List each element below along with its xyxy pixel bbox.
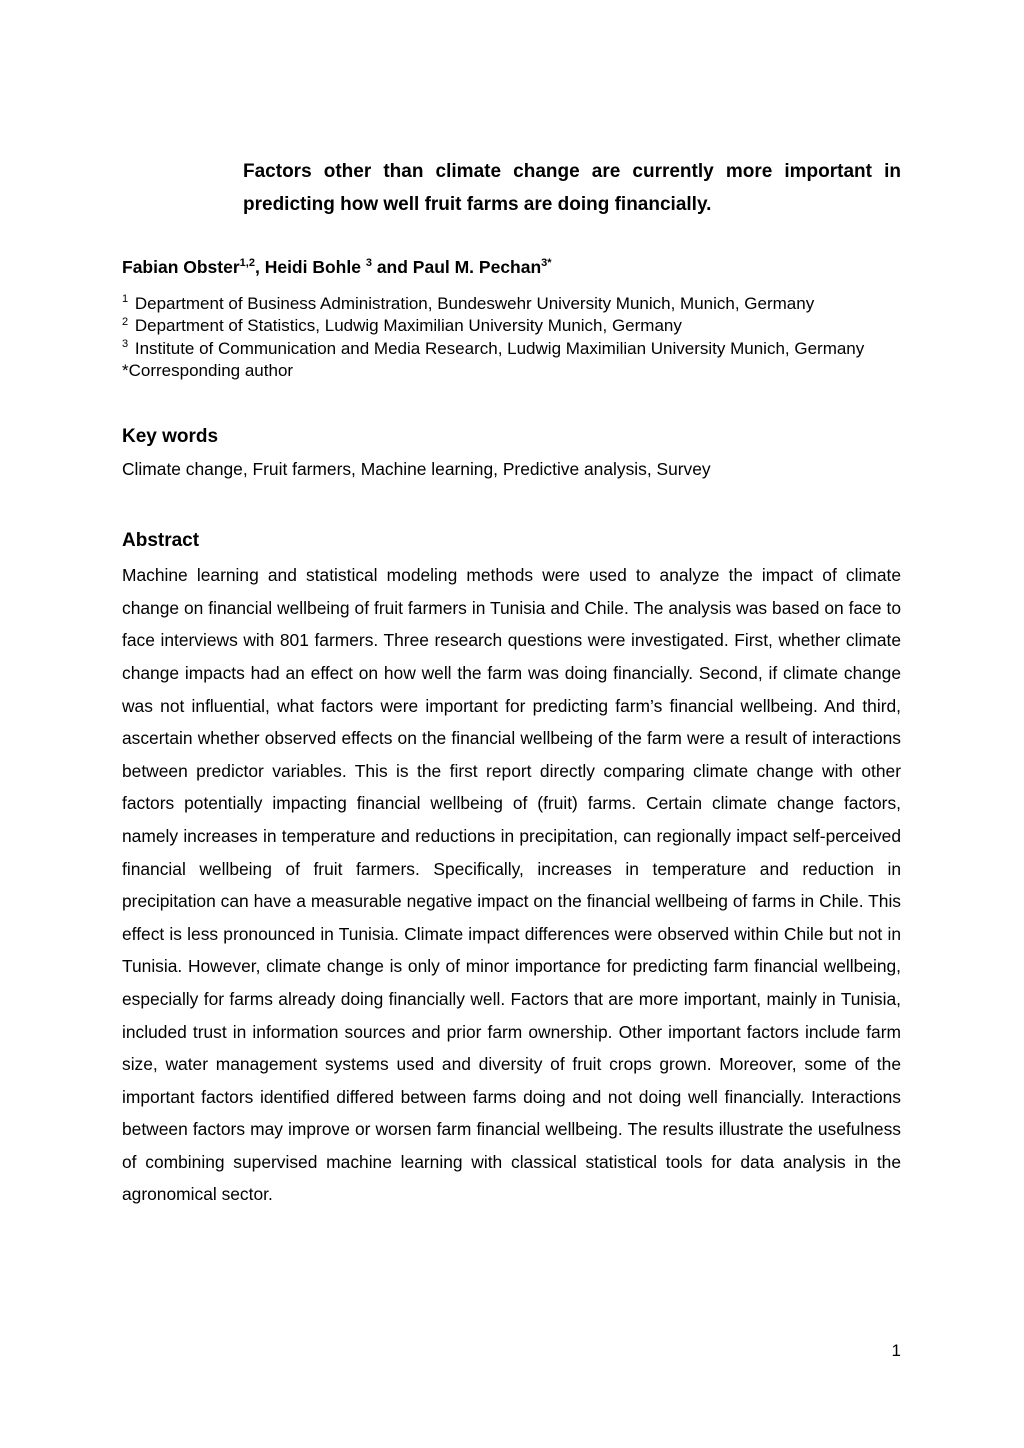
author-name: , Heidi Bohle <box>254 257 366 277</box>
author-affiliation-superscript: 3* <box>541 257 552 270</box>
abstract-text: Machine learning and statistical modeling methods were used to analyze the impact of climate change on financial wellbeing of fruit farmers in Tunisia and Chile. The analysis was based on face to face interviews with 801 farmers. Three research questions were investigated. First, whether climate change impacts had an effect on how well the farm was doing financially. Second, if climate change was not influential, what factors were important for predicting farm’s financial wellbeing. And third, ascertain whether observed effects on the financial wellbeing of the farm were a result of interactions between predictor variables. This is the first report directly comparing climate change with other factors potentially impacting financial wellbeing of (fruit) farms. Certain climate change factors, namely increases in temperature and reductions in precipitation, can regionally impact self-perceived financial wellbeing of fruit farmers. Specifically, increases in temperature and reduction in precipitation can have a measurable negative impact on the financial wellbeing of farms in Chile. This effect is less pronounced in Tunisia. Climate impact differences were observed within Chile but not in Tunisia. However, climate change is only of minor importance for predicting farm financial wellbeing, especially for farms already doing financially well. Factors that are more important, mainly in Tunisia, included trust in information sources and prior farm ownership. Other important factors include farm size, water management systems used and diversity of fruit crops grown. Moreover, some of the important factors identified differed between farms doing and not doing well financially. Interactions between factors may improve or worsen farm financial wellbeing. The results illustrate the usefulness of combining supervised machine learning with classical statistical tools for data analysis in the agronomical sector. <box>122 565 901 1205</box>
author-affiliation-superscript: 3 <box>365 257 372 270</box>
affiliation-number: 3 <box>122 337 129 350</box>
page-number: 1 <box>891 1341 901 1360</box>
affiliation-number: 1 <box>122 293 129 306</box>
title-line: predicting how well fruit farms are doing financially. <box>243 194 712 215</box>
page-title <box>243 155 901 221</box>
affiliation-line <box>122 338 901 360</box>
affiliation-number: 2 <box>122 315 129 328</box>
affiliation-text: *Corresponding author <box>122 360 294 380</box>
affiliation-text: Department of Statistics, Ludwig Maximilian University Munich, Germany <box>130 316 682 336</box>
author-name: Fabian Obster <box>122 257 240 277</box>
affiliations-block <box>122 293 901 382</box>
affiliation-text: Department of Business Administration, Bundeswehr University Munich, Munich, Germany <box>130 294 815 313</box>
keywords-text: Climate change, Fruit farmers, Machine learning, Predictive analysis, Survey <box>122 459 711 480</box>
affiliation-line <box>122 293 901 315</box>
affiliation-line <box>122 315 901 337</box>
author-affiliation-superscript: 1,2 <box>239 257 255 270</box>
corresponding-author-note <box>122 360 901 382</box>
affiliation-text: Institute of Communication and Media Research, Ludwig Maximilian University Munich, Germany <box>130 338 865 358</box>
keywords-heading: Key words <box>122 426 219 448</box>
author-name: and Paul M. Pechan <box>371 257 542 277</box>
title-line: Factors other than climate change are currently more important in <box>243 161 901 182</box>
abstract-heading: Abstract <box>122 530 200 552</box>
authors-line <box>122 255 901 279</box>
